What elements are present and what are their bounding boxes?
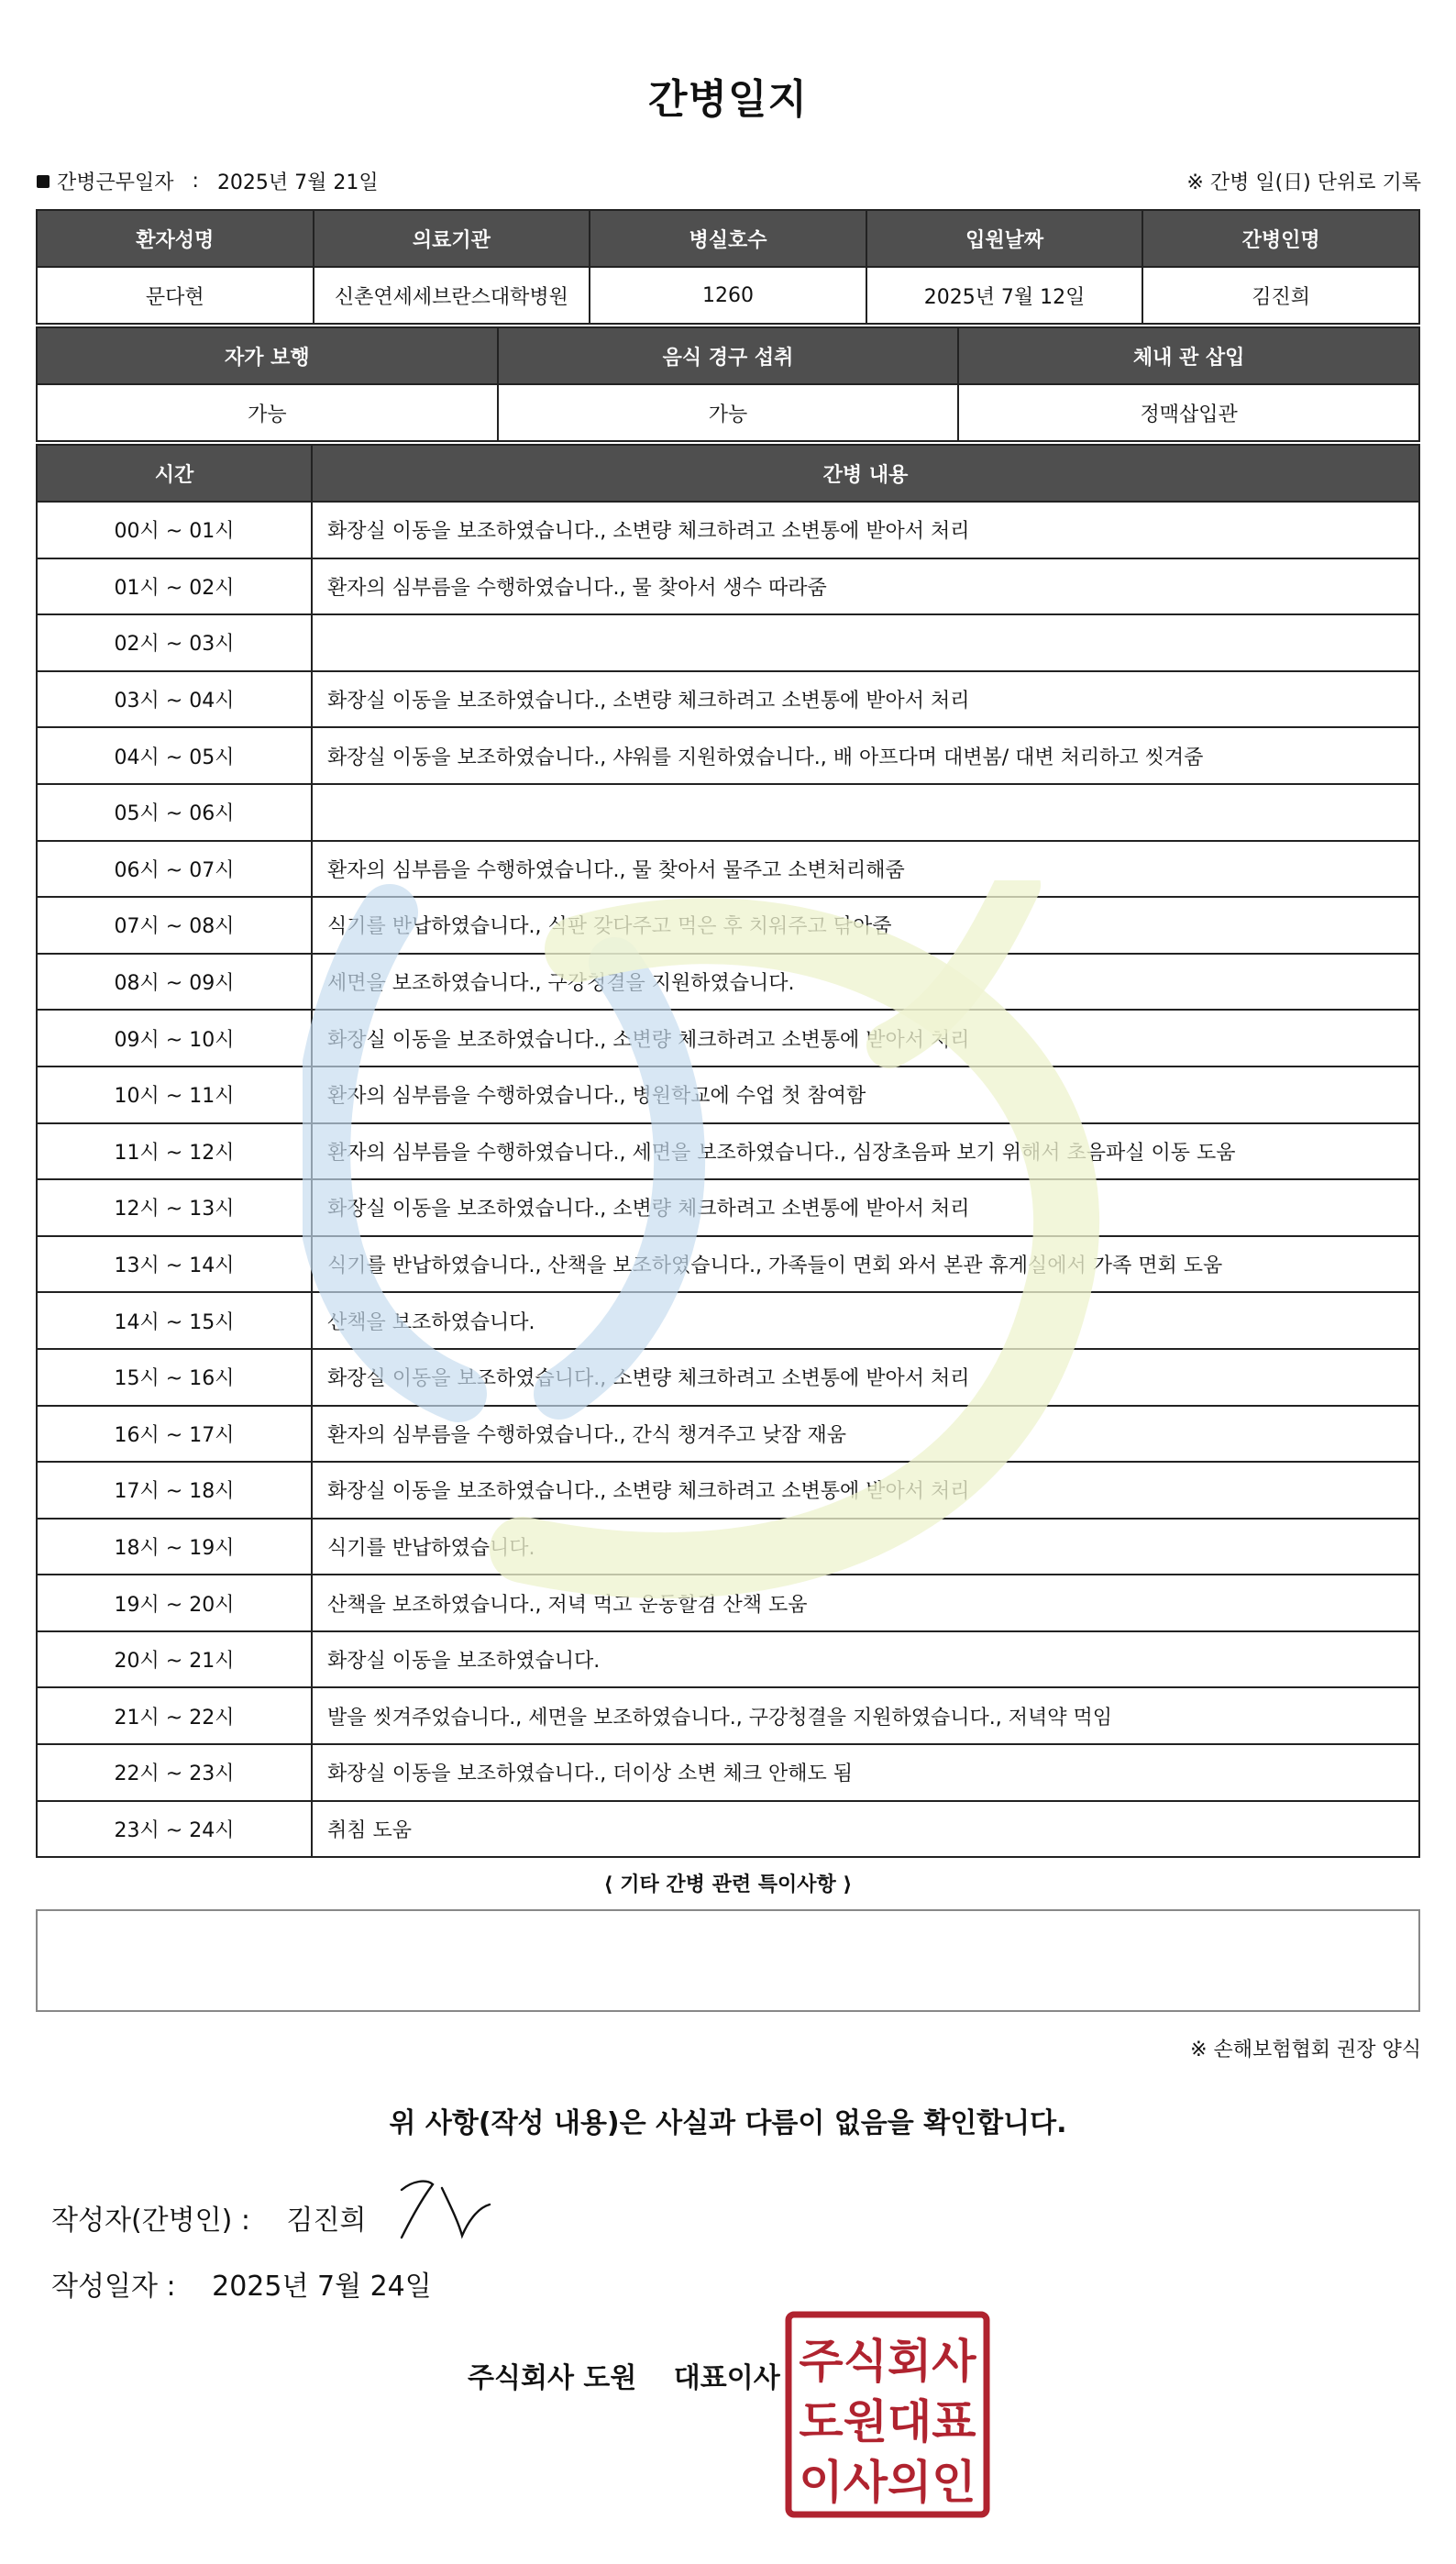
seal-line-1: 주식회사 bbox=[799, 2335, 976, 2388]
log-content: 화장실 이동을 보조하였습니다., 더이상 소변 체크 안해도 됨 bbox=[312, 1744, 1419, 1801]
log-content: 화장실 이동을 보조하였습니다., 소변량 체크하려고 소변통에 받아서 처리 bbox=[312, 671, 1419, 728]
log-content: 화장실 이동을 보조하였습니다., 소변량 체크하려고 소변통에 받아서 처리 bbox=[312, 502, 1419, 558]
log-content: 화장실 이동을 보조하였습니다. bbox=[312, 1631, 1419, 1688]
log-time: 03시 ~ 04시 bbox=[37, 671, 312, 728]
log-time: 23시 ~ 24시 bbox=[37, 1801, 312, 1858]
log-time: 16시 ~ 17시 bbox=[37, 1406, 312, 1463]
log-content: 화장실 이동을 보조하였습니다., 샤워를 지원하였습니다., 배 아프다며 대변봄/ 대변 처리하고 씻겨줌 bbox=[312, 727, 1419, 784]
log-content: 화장실 이동을 보조하였습니다., 소변량 체크하려고 소변통에 받아서 처리 bbox=[312, 1349, 1419, 1406]
care-log-table bbox=[36, 444, 1420, 1858]
self-walking: 가능 bbox=[37, 384, 498, 441]
square-bullet-icon bbox=[37, 175, 50, 188]
log-content: 환자의 심부름을 수행하였습니다., 병원학교에 수업 첫 참여함 bbox=[312, 1066, 1419, 1123]
header-oral-intake: 음식 경구 섭취 bbox=[498, 327, 959, 384]
company-line bbox=[468, 2355, 780, 2395]
header-tube-insertion: 체내 관 삽입 bbox=[958, 327, 1419, 384]
patient-value-row bbox=[37, 267, 1419, 324]
caregiver-name: 김진희 bbox=[1142, 267, 1419, 324]
header-care-content: 간병 내용 bbox=[312, 445, 1419, 502]
log-content: 환자의 심부름을 수행하였습니다., 물 찾아서 생수 따라줌 bbox=[312, 558, 1419, 615]
unit-note: ※ 간병 일(日) 단위로 기록 bbox=[1186, 171, 1421, 194]
log-row bbox=[37, 1462, 1419, 1519]
log-header-row bbox=[37, 445, 1419, 502]
log-time: 11시 ~ 12시 bbox=[37, 1123, 312, 1180]
log-time: 06시 ~ 07시 bbox=[37, 841, 312, 898]
author-name: 김진희 bbox=[286, 2205, 367, 2237]
log-content: 화장실 이동을 보조하였습니다., 소변량 체크하려고 소변통에 받아서 처리 bbox=[312, 1179, 1419, 1236]
log-time: 08시 ~ 09시 bbox=[37, 954, 312, 1011]
log-content: 취침 도움 bbox=[312, 1801, 1419, 1858]
status-header-row bbox=[37, 327, 1419, 384]
log-time: 13시 ~ 14시 bbox=[37, 1236, 312, 1293]
log-time: 21시 ~ 22시 bbox=[37, 1687, 312, 1744]
log-row bbox=[37, 1292, 1419, 1349]
company-title: 대표이사 bbox=[673, 2362, 780, 2394]
log-row bbox=[37, 1744, 1419, 1801]
written-date-label: 작성일자 : bbox=[51, 2271, 176, 2303]
room-number: 1260 bbox=[590, 267, 866, 324]
page-title: 간병일지 bbox=[647, 76, 808, 123]
work-date-separator: : bbox=[192, 170, 199, 193]
work-date-value: 2025년 7월 21일 bbox=[216, 171, 379, 194]
log-content bbox=[312, 614, 1419, 671]
log-row bbox=[37, 954, 1419, 1011]
log-time: 18시 ~ 19시 bbox=[37, 1519, 312, 1575]
admission-date: 2025년 7월 12일 bbox=[866, 267, 1143, 324]
seal-line-2: 도원대표 bbox=[799, 2395, 976, 2448]
log-time: 01시 ~ 02시 bbox=[37, 558, 312, 615]
log-row bbox=[37, 1575, 1419, 1631]
log-row bbox=[37, 502, 1419, 558]
header-room: 병실호수 bbox=[590, 210, 866, 267]
log-content: 식기를 반납하였습니다. bbox=[312, 1519, 1419, 1575]
log-content: 산책을 보조하였습니다., 저녁 먹고 운동할겸 산책 도움 bbox=[312, 1575, 1419, 1631]
patient-header-row bbox=[37, 210, 1419, 267]
written-date-line bbox=[51, 2263, 432, 2304]
log-content: 환자의 심부름을 수행하였습니다., 세면을 보조하였습니다., 심장초음파 보기 위해서 초음파실 이동 도움 bbox=[312, 1123, 1419, 1180]
log-row bbox=[37, 841, 1419, 898]
work-date-label: 간병근무일자 bbox=[57, 171, 174, 194]
work-date bbox=[37, 167, 379, 195]
log-time: 12시 ~ 13시 bbox=[37, 1179, 312, 1236]
log-time: 05시 ~ 06시 bbox=[37, 784, 312, 841]
header-self-walking: 자가 보행 bbox=[37, 327, 498, 384]
log-time: 10시 ~ 11시 bbox=[37, 1066, 312, 1123]
log-time: 00시 ~ 01시 bbox=[37, 502, 312, 558]
log-row bbox=[37, 1687, 1419, 1744]
log-content: 세면을 보조하였습니다., 구강청결을 지원하였습니다. bbox=[312, 954, 1419, 1011]
notes-box bbox=[36, 1909, 1420, 2012]
status-value-row bbox=[37, 384, 1419, 441]
header-caregiver-name: 간병인명 bbox=[1142, 210, 1419, 267]
patient-status-table bbox=[36, 326, 1420, 442]
log-row bbox=[37, 1236, 1419, 1293]
author-label: 작성자(간병인) : bbox=[51, 2205, 250, 2237]
log-row bbox=[37, 614, 1419, 671]
log-content: 식기를 반납하였습니다., 식판 갖다주고 먹은 후 치워주고 닦아줌 bbox=[312, 897, 1419, 954]
log-row bbox=[37, 558, 1419, 615]
log-row bbox=[37, 1010, 1419, 1066]
notes-title: ⟨ 기타 간병 관련 특이사항 ⟩ bbox=[603, 1873, 853, 1896]
log-time: 07시 ~ 08시 bbox=[37, 897, 312, 954]
log-row bbox=[37, 1123, 1419, 1180]
log-row bbox=[37, 727, 1419, 784]
log-content: 환자의 심부름을 수행하였습니다., 간식 챙겨주고 낮잠 재움 bbox=[312, 1406, 1419, 1463]
patient-name: 문다현 bbox=[37, 267, 314, 324]
log-content: 화장실 이동을 보조하였습니다., 소변량 체크하려고 소변통에 받아서 처리 bbox=[312, 1462, 1419, 1519]
oral-intake: 가능 bbox=[498, 384, 959, 441]
log-time: 02시 ~ 03시 bbox=[37, 614, 312, 671]
company-seal-icon bbox=[785, 2311, 990, 2518]
log-row bbox=[37, 1519, 1419, 1575]
log-row bbox=[37, 1349, 1419, 1406]
log-row bbox=[37, 1406, 1419, 1463]
header-patient-name: 환자성명 bbox=[37, 210, 314, 267]
log-row bbox=[37, 1066, 1419, 1123]
log-content: 산책을 보조하였습니다. bbox=[312, 1292, 1419, 1349]
log-row bbox=[37, 671, 1419, 728]
tube-insertion: 정맥삽입관 bbox=[958, 384, 1419, 441]
log-content: 화장실 이동을 보조하였습니다., 소변량 체크하려고 소변통에 받아서 처리 bbox=[312, 1010, 1419, 1066]
log-content bbox=[312, 784, 1419, 841]
author-line bbox=[51, 2197, 366, 2238]
log-content: 발을 씻겨주었습니다., 세면을 보조하였습니다., 구강청결을 지원하였습니다., 저녁약 먹임 bbox=[312, 1687, 1419, 1744]
hospital: 신촌연세세브란스대학병원 bbox=[314, 267, 590, 324]
log-row bbox=[37, 1631, 1419, 1688]
written-date-value: 2025년 7월 24일 bbox=[212, 2271, 432, 2303]
confirmation-statement: 위 사항(작성 내용)은 사실과 다름이 없음을 확인합니다. bbox=[389, 2107, 1067, 2139]
log-time: 09시 ~ 10시 bbox=[37, 1010, 312, 1066]
log-time: 20시 ~ 21시 bbox=[37, 1631, 312, 1688]
signature-icon bbox=[394, 2172, 495, 2245]
header-time: 시간 bbox=[37, 445, 312, 502]
log-row bbox=[37, 1801, 1419, 1858]
company-name: 주식회사 도원 bbox=[468, 2362, 637, 2394]
log-time: 17시 ~ 18시 bbox=[37, 1462, 312, 1519]
log-content: 환자의 심부름을 수행하였습니다., 물 찾아서 물주고 소변처리해줌 bbox=[312, 841, 1419, 898]
log-time: 04시 ~ 05시 bbox=[37, 727, 312, 784]
log-time: 15시 ~ 16시 bbox=[37, 1349, 312, 1406]
header-hospital: 의료기관 bbox=[314, 210, 590, 267]
source-note: ※ 손해보험협회 권장 양식 bbox=[1190, 2039, 1421, 2061]
log-row bbox=[37, 784, 1419, 841]
log-time: 19시 ~ 20시 bbox=[37, 1575, 312, 1631]
log-content: 식기를 반납하였습니다., 산책을 보조하였습니다., 가족들이 면회 와서 본관 휴게실에서 가족 면회 도움 bbox=[312, 1236, 1419, 1293]
log-time: 22시 ~ 23시 bbox=[37, 1744, 312, 1801]
log-row bbox=[37, 1179, 1419, 1236]
header-admission-date: 입원날짜 bbox=[866, 210, 1143, 267]
seal-line-3: 이사의인 bbox=[799, 2456, 976, 2509]
log-row bbox=[37, 897, 1419, 954]
log-time: 14시 ~ 15시 bbox=[37, 1292, 312, 1349]
patient-info-table bbox=[36, 209, 1420, 325]
